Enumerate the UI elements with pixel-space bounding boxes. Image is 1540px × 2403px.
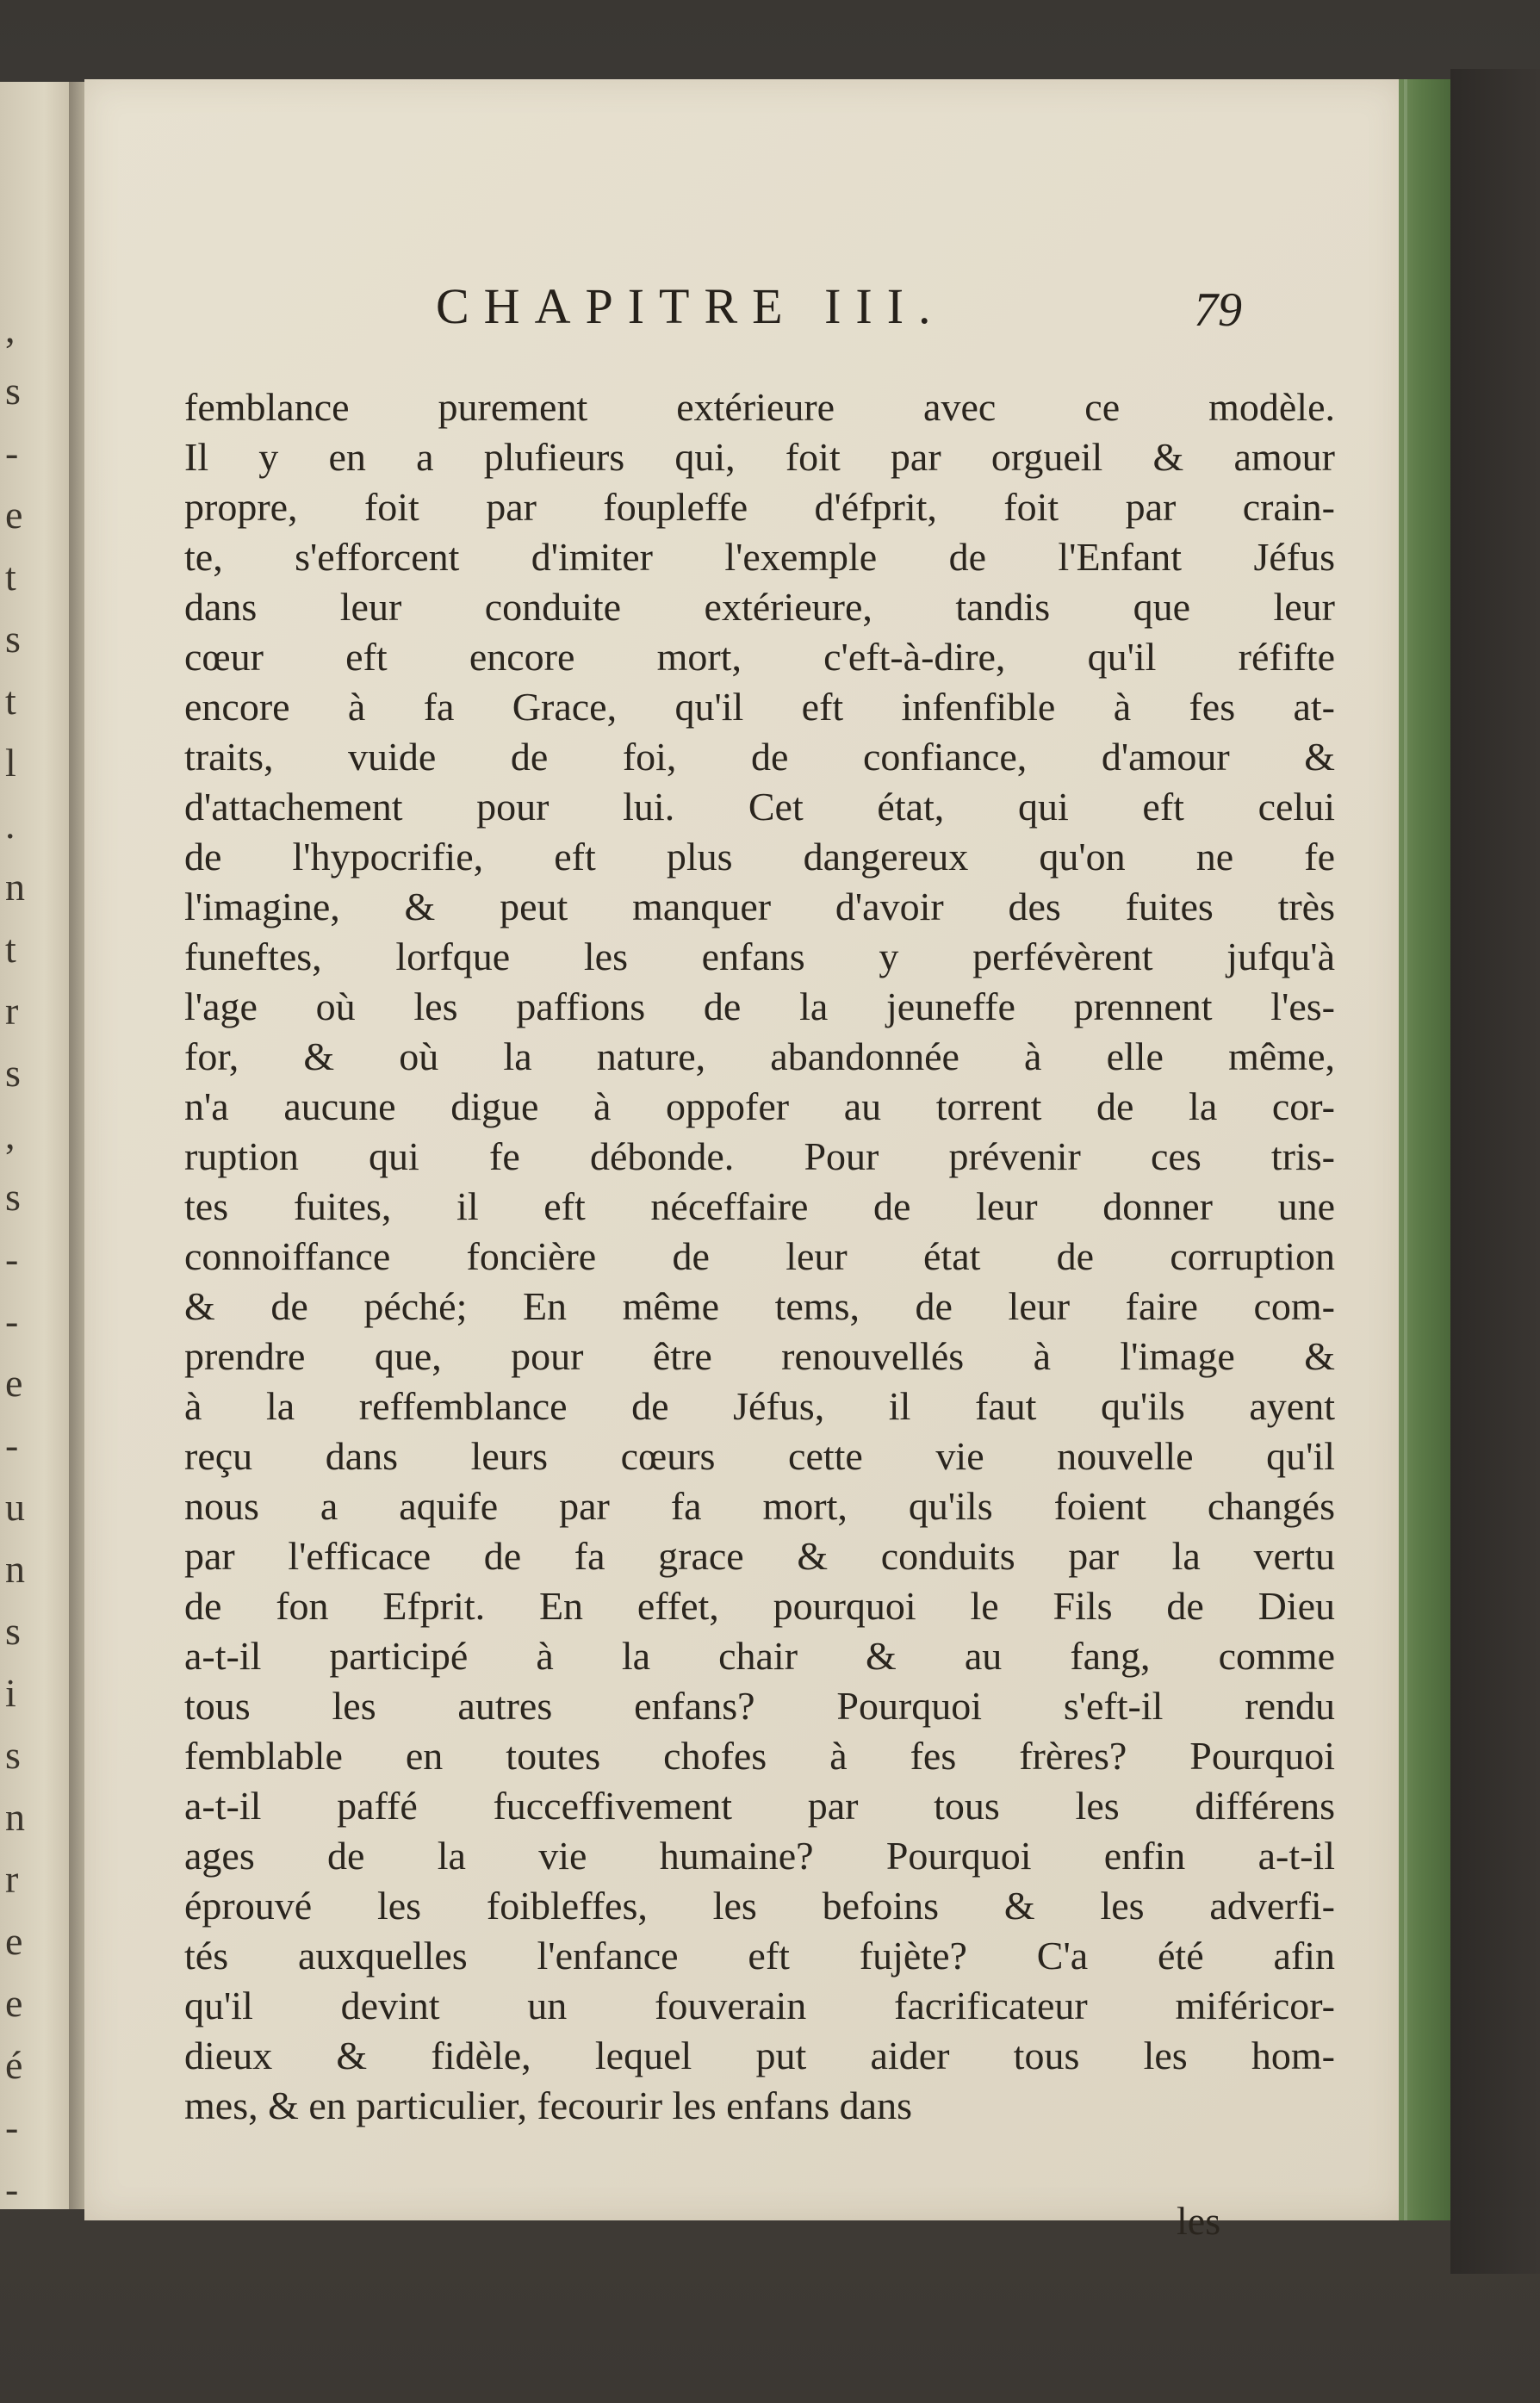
facing-page-letter: - xyxy=(5,1299,19,1343)
text-line: a-t-il participé à la chair & au fang, comme xyxy=(184,1634,1335,1678)
text-line: tous les autres enfans? Pourquoi s'eft-il rendu xyxy=(184,1684,1335,1728)
page-header xyxy=(84,277,1402,338)
text-line: femblable en toutes chofes à fes frères? Pourquoi xyxy=(184,1734,1335,1778)
text-line: ages de la vie humaine? Pourquoi enfin a-t-il xyxy=(184,1834,1335,1878)
facing-page-letter: e xyxy=(5,493,23,537)
text-line: encore à fa Grace, qu'il eft infenfible à fes at- xyxy=(184,685,1335,729)
facing-page-letter: s xyxy=(5,1733,21,1777)
facing-page-letter: - xyxy=(5,1423,19,1467)
text-line: qu'il devint un fouverain facrificateur miféricor- xyxy=(184,1984,1335,2027)
facing-page-letter: é xyxy=(5,2043,23,2087)
facing-page-letter: , xyxy=(5,1113,16,1157)
text-line: ruption qui fe débonde. Pour prévenir ces tris- xyxy=(184,1134,1335,1178)
facing-page-letter: i xyxy=(5,1671,16,1715)
facing-page-letter: n xyxy=(5,1547,25,1591)
text-line: d'attachement pour lui. Cet état, qui eft celui xyxy=(184,785,1335,829)
green-page-edge xyxy=(1399,79,1450,2220)
facing-page-letter: s xyxy=(5,369,21,413)
text-line: l'imagine, & peut manquer d'avoir des fuites très xyxy=(184,885,1335,928)
facing-page-letter: . xyxy=(5,803,16,847)
text-line: mes, & en particulier, fecourir les enfans dans xyxy=(184,2083,913,2127)
text-line: dans leur conduite extérieure, tandis que leur xyxy=(184,585,1335,629)
text-line: par l'efficace de fa grace & conduits par la vertu xyxy=(184,1534,1335,1578)
facing-page-letter: r xyxy=(5,1857,19,1901)
facing-page-letter: - xyxy=(5,431,19,475)
text-line: te, s'efforcent d'imiter l'exemple de l'Enfant Jéfus xyxy=(184,535,1335,579)
facing-page-letter: u xyxy=(5,1485,25,1529)
facing-page-letter: s xyxy=(5,1051,21,1095)
facing-page-edge xyxy=(0,82,74,2209)
catchword: les xyxy=(1177,2199,1221,2243)
facing-page-letter: t xyxy=(5,927,16,971)
text-line: connoiffance foncière de leur état de corruption xyxy=(184,1234,1335,1278)
text-line: a-t-il paffé fucceffivement par tous les différens xyxy=(184,1784,1335,1828)
facing-page-letter: - xyxy=(5,1237,19,1281)
facing-page-letter: t xyxy=(5,679,16,723)
text-line: à la reffemblance de Jéfus, il faut qu'ils ayent xyxy=(184,1384,1335,1428)
facing-page-letter: - xyxy=(5,2167,19,2209)
text-line: dieux & fidèle, lequel put aider tous les hom- xyxy=(184,2034,1335,2077)
facing-page-letter: e xyxy=(5,1919,23,1963)
facing-page-letter: - xyxy=(5,2105,19,2149)
text-line: Il y en a plufieurs qui, foit par orgueil & amour xyxy=(184,435,1335,479)
facing-page-letter: s xyxy=(5,1609,21,1653)
facing-page-letter: l xyxy=(5,741,16,785)
body-text xyxy=(184,382,1335,2131)
facing-page-letter: r xyxy=(5,989,19,1033)
text-line: funeftes, lorfque les enfans y perfévèrent jufqu'à xyxy=(184,934,1335,978)
text-line: reçu dans leurs cœurs cette vie nouvelle qu'il xyxy=(184,1434,1335,1478)
text-line: éprouvé les foibleffes, les befoins & les adverfi- xyxy=(184,1884,1335,1928)
facing-page-letter: e xyxy=(5,1361,23,1405)
text-line: l'age où les paffions de la jeuneffe prennent l'es- xyxy=(184,984,1335,1028)
page-number: 79 xyxy=(1194,283,1242,337)
facing-page-letter: s xyxy=(5,1175,21,1219)
text-line: de l'hypocrifie, eft plus dangereux qu'on ne fe xyxy=(184,835,1335,879)
facing-page-letter: n xyxy=(5,1795,25,1839)
facing-page-letter: t xyxy=(5,555,16,599)
running-title: CHAPITRE III. xyxy=(436,278,946,334)
facing-page-letter: , xyxy=(5,307,16,351)
text-line: tés auxquelles l'enfance eft fujète? C'a été afin xyxy=(184,1934,1335,1978)
text-line: traits, vuide de foi, de confiance, d'amour & xyxy=(184,735,1335,779)
cover-board xyxy=(1450,69,1540,2274)
text-line: & de péché; En même tems, de leur faire com- xyxy=(184,1284,1335,1328)
text-line: n'a aucune digue à oppofer au torrent de la cor- xyxy=(184,1084,1335,1128)
text-line: propre, foit par foupleffe d'éfprit, foit par crain- xyxy=(184,485,1335,529)
text-line: cœur eft encore mort, c'eft-à-dire, qu'il réfifte xyxy=(184,635,1335,679)
text-line: femblance purement extérieure avec ce modèle. xyxy=(184,385,1335,429)
book-page xyxy=(84,79,1402,2243)
facing-page-letter: s xyxy=(5,617,21,661)
text-line: for, & où la nature, abandonnée à elle même, xyxy=(184,1034,1335,1078)
facing-page-letter: e xyxy=(5,1981,23,2025)
text-line: tes fuites, il eft néceffaire de leur donner une xyxy=(184,1184,1335,1228)
text-line: de fon Efprit. En effet, pourquoi le Fils de Dieu xyxy=(184,1584,1335,1628)
text-line: prendre que, pour être renouvellés à l'image & xyxy=(184,1334,1335,1378)
facing-page-letter: n xyxy=(5,865,25,909)
text-line: nous a aquife par fa mort, qu'ils foient changés xyxy=(184,1484,1335,1528)
